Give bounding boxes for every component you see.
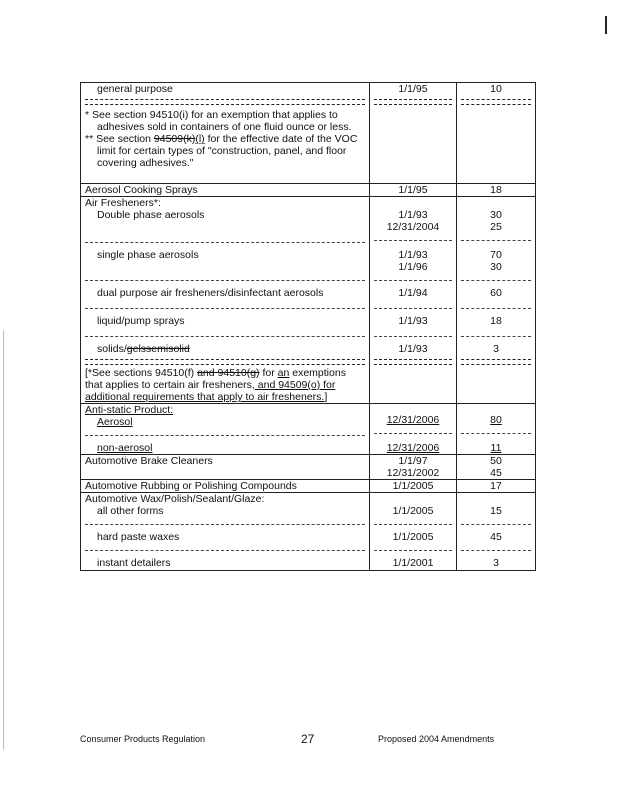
table-row — [81, 367, 536, 404]
effective-date: 1/1/94 — [398, 287, 428, 299]
row-label: instant detailers — [97, 557, 171, 569]
row-label: liquid/pump sprays — [97, 315, 185, 327]
effective-date: 12/31/2006 — [386, 442, 440, 454]
row-label: Automotive Brake Cleaners — [81, 455, 370, 480]
voc-limit: 25 — [490, 221, 502, 233]
effective-date: 1/1/93 — [398, 249, 428, 261]
footer-amendments: Proposed 2004 Amendments — [378, 734, 495, 744]
table-row — [81, 551, 536, 571]
voc-limit: 3 — [493, 343, 499, 355]
effective-date: 1/1/2005 — [370, 480, 457, 493]
row-label: Automotive Rubbing or Polishing Compounds — [81, 480, 370, 493]
effective-date: 12/31/2002 — [386, 467, 440, 479]
effective-date: 1/1/93 — [398, 315, 428, 327]
table-row — [81, 525, 536, 551]
effective-date: 1/1/2001 — [370, 551, 457, 571]
air-freshener-note: [*See sections 94510(f) and 94510(g) for an exemptions that applies to certain air fresheners, and 94509(o) for additional requirements that apply to air fresheners.] — [81, 367, 370, 404]
row-label: dual purpose air fresheners/disinfectant aerosols — [97, 287, 324, 299]
voc-limit: 18 — [490, 315, 502, 327]
category-heading: Automotive Wax/Polish/Sealant/Glaze: — [85, 493, 265, 505]
footnote-ounce: * See section 94510(i) for an exemption that applies to adhesives sold in containers of one fluid ounce or less. — [85, 109, 352, 133]
effective-date: 1/1/2005 — [392, 531, 434, 543]
table-row — [81, 404, 536, 437]
table-row — [81, 109, 536, 184]
voc-limit: 30 — [490, 209, 502, 221]
voc-limit: 11 — [490, 442, 502, 454]
effective-date: 12/31/2004 — [386, 221, 440, 233]
table-row — [81, 480, 536, 493]
row-label: all other forms — [97, 505, 164, 517]
table-row — [81, 455, 536, 480]
voc-limit: 45 — [490, 531, 502, 543]
effective-date: 1/1/96 — [398, 261, 428, 273]
voc-limit: 30 — [490, 261, 502, 273]
table-row — [81, 83, 536, 110]
category-heading: Air Fresheners*: — [85, 197, 161, 209]
effective-date: 1/1/93 — [398, 209, 428, 221]
effective-date: 1/1/95 — [398, 83, 428, 95]
voc-limit: 10 — [490, 83, 502, 95]
category-heading: Anti-static Product: — [85, 404, 174, 416]
scan-edge-line — [3, 330, 4, 750]
row-label: Aerosol — [97, 416, 133, 428]
footnote-effective-date: ** See section 94509(k)(l) for the effective date of the VOC limit for certain types of "construction, panel, and floor covering adhesives." — [85, 133, 358, 169]
effective-date: 1/1/95 — [370, 184, 457, 197]
voc-limits-table — [80, 82, 536, 571]
footer-document-title: Consumer Products Regulation — [80, 734, 206, 744]
voc-limit: 15 — [490, 505, 502, 517]
page-number: 27 — [301, 732, 315, 746]
effective-date: 1/1/93 — [398, 343, 428, 355]
table-row — [81, 436, 536, 455]
table-row — [81, 309, 536, 337]
row-label: single phase aerosols — [97, 249, 199, 261]
table-row — [81, 493, 536, 526]
table-row — [81, 184, 536, 197]
voc-limit: 3 — [457, 551, 536, 571]
voc-limit: 70 — [490, 249, 502, 261]
voc-limit: 50 — [490, 455, 502, 467]
voc-limit: 18 — [457, 184, 536, 197]
row-label: Double phase aerosols — [97, 209, 205, 221]
row-label: Aerosol Cooking Sprays — [81, 184, 370, 197]
effective-date: 1/1/97 — [398, 455, 428, 467]
table-row — [81, 337, 536, 367]
effective-date: 1/1/2005 — [392, 505, 434, 517]
table-row — [81, 281, 536, 309]
table-row — [81, 197, 536, 244]
voc-limit: 60 — [490, 287, 502, 299]
row-label: non-aerosol — [97, 442, 153, 454]
voc-limit: 17 — [457, 480, 536, 493]
scan-edge-mark — [605, 16, 607, 34]
table-row — [81, 243, 536, 281]
effective-date: 12/31/2006 — [386, 414, 440, 426]
voc-limit: 45 — [490, 467, 502, 479]
double-rule — [85, 99, 365, 105]
voc-limit: 80 — [490, 414, 502, 426]
row-label: general purpose — [97, 83, 173, 95]
row-label: hard paste waxes — [97, 531, 180, 543]
row-label: solids/gelssemisolid — [97, 343, 190, 355]
